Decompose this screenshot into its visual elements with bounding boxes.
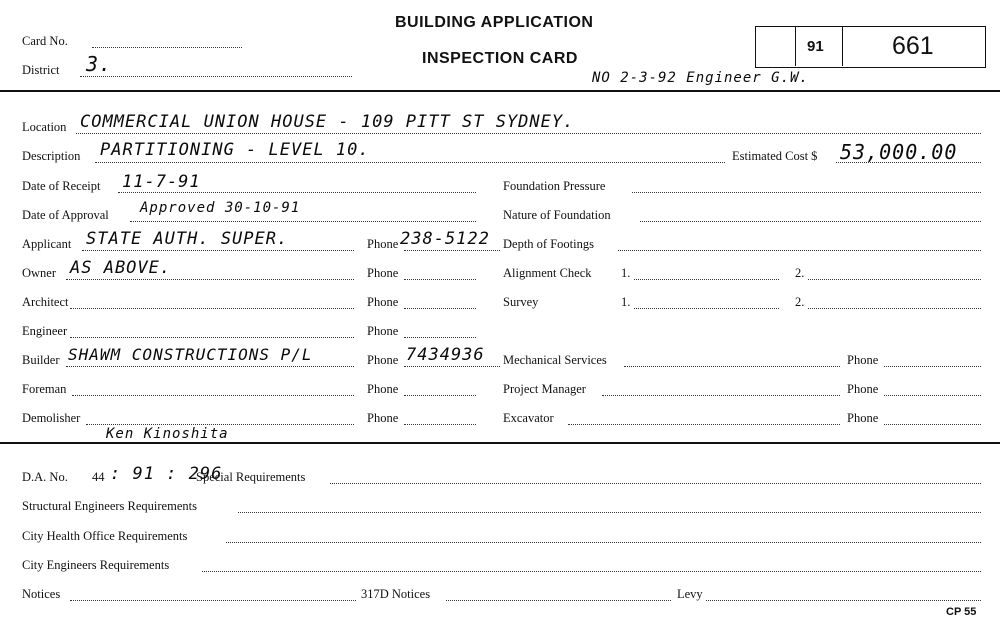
district-field[interactable] bbox=[80, 76, 352, 77]
nature-foundation-field[interactable] bbox=[640, 221, 981, 222]
date-approval-field[interactable] bbox=[130, 221, 476, 222]
date-approval-value: Approved 30-10-91 bbox=[140, 200, 301, 216]
alignment-label: Alignment Check bbox=[503, 266, 592, 280]
levy-field[interactable] bbox=[706, 600, 981, 601]
applicant-value: STATE AUTH. SUPER. bbox=[86, 229, 289, 249]
foreman-phone-field[interactable] bbox=[404, 395, 476, 396]
foundation-pressure-label: Foundation Pressure bbox=[503, 179, 606, 193]
excavator-phone-label: Phone bbox=[847, 411, 879, 425]
date-receipt-value: 11-7-91 bbox=[122, 172, 201, 192]
applicant-phone-label: Phone bbox=[367, 237, 399, 251]
depth-footings-label: Depth of Footings bbox=[503, 237, 594, 251]
mechanical-field[interactable] bbox=[624, 366, 840, 367]
annotation-note: NO 2-3-92 Engineer G.W. bbox=[592, 70, 809, 86]
excavator-phone-field[interactable] bbox=[884, 424, 981, 425]
owner-label: Owner bbox=[22, 266, 57, 280]
alignment-2-label: 2. bbox=[795, 266, 805, 280]
form-code: CP 55 bbox=[946, 606, 977, 618]
health-field[interactable] bbox=[226, 542, 981, 543]
project-manager-field[interactable] bbox=[602, 395, 840, 396]
district-label: District bbox=[22, 63, 60, 77]
survey-label: Survey bbox=[503, 295, 539, 309]
owner-field[interactable] bbox=[66, 279, 354, 280]
description-field[interactable] bbox=[95, 162, 725, 163]
excavator-label: Excavator bbox=[503, 411, 554, 425]
engineer-phone-field[interactable] bbox=[404, 337, 476, 338]
owner-value: AS ABOVE. bbox=[70, 258, 172, 278]
district-value: 3. bbox=[86, 52, 113, 76]
da-value: : 91 : 296 bbox=[110, 464, 223, 484]
engineer-label: Engineer bbox=[22, 324, 68, 338]
builder-value: SHAWM CONSTRUCTIONS P/L bbox=[68, 345, 313, 364]
demolisher-field[interactable] bbox=[86, 424, 354, 425]
builder-phone-value: 7434936 bbox=[406, 345, 485, 365]
builder-label: Builder bbox=[22, 353, 60, 367]
architect-phone-field[interactable] bbox=[404, 308, 476, 309]
title-line2: INSPECTION CARD bbox=[422, 50, 578, 67]
survey-2-field[interactable] bbox=[808, 308, 981, 309]
header-divider bbox=[0, 90, 1000, 92]
demolisher-value: Ken Kinoshita bbox=[106, 426, 229, 442]
card-number: 661 bbox=[892, 32, 934, 60]
alignment-2-field[interactable] bbox=[808, 279, 981, 280]
engineer-field[interactable] bbox=[70, 337, 354, 338]
architect-phone-label: Phone bbox=[367, 295, 399, 309]
description-value: PARTITIONING - LEVEL 10. bbox=[100, 140, 370, 160]
description-label: Description bbox=[22, 149, 81, 163]
depth-footings-field[interactable] bbox=[618, 250, 981, 251]
owner-phone-field[interactable] bbox=[404, 279, 476, 280]
demolisher-phone-field[interactable] bbox=[404, 424, 476, 425]
applicant-field[interactable] bbox=[82, 250, 354, 251]
mechanical-phone-field[interactable] bbox=[884, 366, 981, 367]
date-approval-label: Date of Approval bbox=[22, 208, 109, 222]
health-label: City Health Office Requirements bbox=[22, 529, 188, 543]
card-no-label: Card No. bbox=[22, 34, 68, 48]
card-number-prefix: 91 bbox=[807, 38, 824, 55]
notices-field[interactable] bbox=[70, 600, 356, 601]
levy-label: Levy bbox=[677, 587, 703, 601]
foreman-label: Foreman bbox=[22, 382, 67, 396]
notices-label: Notices bbox=[22, 587, 61, 601]
estimated-cost-label: Estimated Cost $ bbox=[732, 149, 818, 163]
project-manager-phone-field[interactable] bbox=[884, 395, 981, 396]
owner-phone-label: Phone bbox=[367, 266, 399, 280]
nature-foundation-label: Nature of Foundation bbox=[503, 208, 611, 222]
title-line1: BUILDING APPLICATION bbox=[395, 14, 594, 31]
location-field[interactable] bbox=[76, 133, 981, 134]
city-eng-label: City Engineers Requirements bbox=[22, 558, 170, 572]
date-receipt-label: Date of Receipt bbox=[22, 179, 101, 193]
foreman-field[interactable] bbox=[72, 395, 354, 396]
special-label: Special Requirements bbox=[196, 470, 306, 484]
card-number-box bbox=[755, 26, 986, 68]
survey-1-field[interactable] bbox=[634, 308, 779, 309]
demolisher-phone-label: Phone bbox=[367, 411, 399, 425]
foundation-pressure-field[interactable] bbox=[632, 192, 981, 193]
builder-phone-label: Phone bbox=[367, 353, 399, 367]
applicant-label: Applicant bbox=[22, 237, 72, 251]
applicant-phone-value: 238-5122 bbox=[400, 229, 490, 249]
da-prefix: 44 bbox=[92, 470, 105, 484]
alignment-1-field[interactable] bbox=[634, 279, 779, 280]
architect-field[interactable] bbox=[70, 308, 354, 309]
notices-317d-label: 317D Notices bbox=[361, 587, 431, 601]
middle-divider bbox=[0, 442, 1000, 444]
project-manager-label: Project Manager bbox=[503, 382, 586, 396]
structural-field[interactable] bbox=[238, 512, 981, 513]
mechanical-label: Mechanical Services bbox=[503, 353, 607, 367]
applicant-phone-field[interactable] bbox=[404, 250, 500, 251]
location-value: COMMERCIAL UNION HOUSE - 109 PITT ST SYDNEY. bbox=[80, 112, 575, 132]
location-label: Location bbox=[22, 120, 67, 134]
estimated-cost-value: 53,000.00 bbox=[840, 140, 958, 164]
demolisher-label: Demolisher bbox=[22, 411, 81, 425]
survey-1-label: 1. bbox=[621, 295, 631, 309]
alignment-1-label: 1. bbox=[621, 266, 631, 280]
foreman-phone-label: Phone bbox=[367, 382, 399, 396]
survey-2-label: 2. bbox=[795, 295, 805, 309]
excavator-field[interactable] bbox=[568, 424, 840, 425]
da-label: D.A. No. bbox=[22, 470, 68, 484]
special-field[interactable] bbox=[330, 483, 981, 484]
card-no-field[interactable] bbox=[92, 47, 242, 48]
architect-label: Architect bbox=[22, 295, 69, 309]
engineer-phone-label: Phone bbox=[367, 324, 399, 338]
structural-label: Structural Engineers Requirements bbox=[22, 499, 197, 513]
mechanical-phone-label: Phone bbox=[847, 353, 879, 367]
notices-317d-field[interactable] bbox=[446, 600, 671, 601]
city-eng-field[interactable] bbox=[202, 571, 981, 572]
builder-phone-field[interactable] bbox=[404, 366, 500, 367]
date-receipt-field[interactable] bbox=[118, 192, 476, 193]
builder-field[interactable] bbox=[66, 366, 354, 367]
project-manager-phone-label: Phone bbox=[847, 382, 879, 396]
